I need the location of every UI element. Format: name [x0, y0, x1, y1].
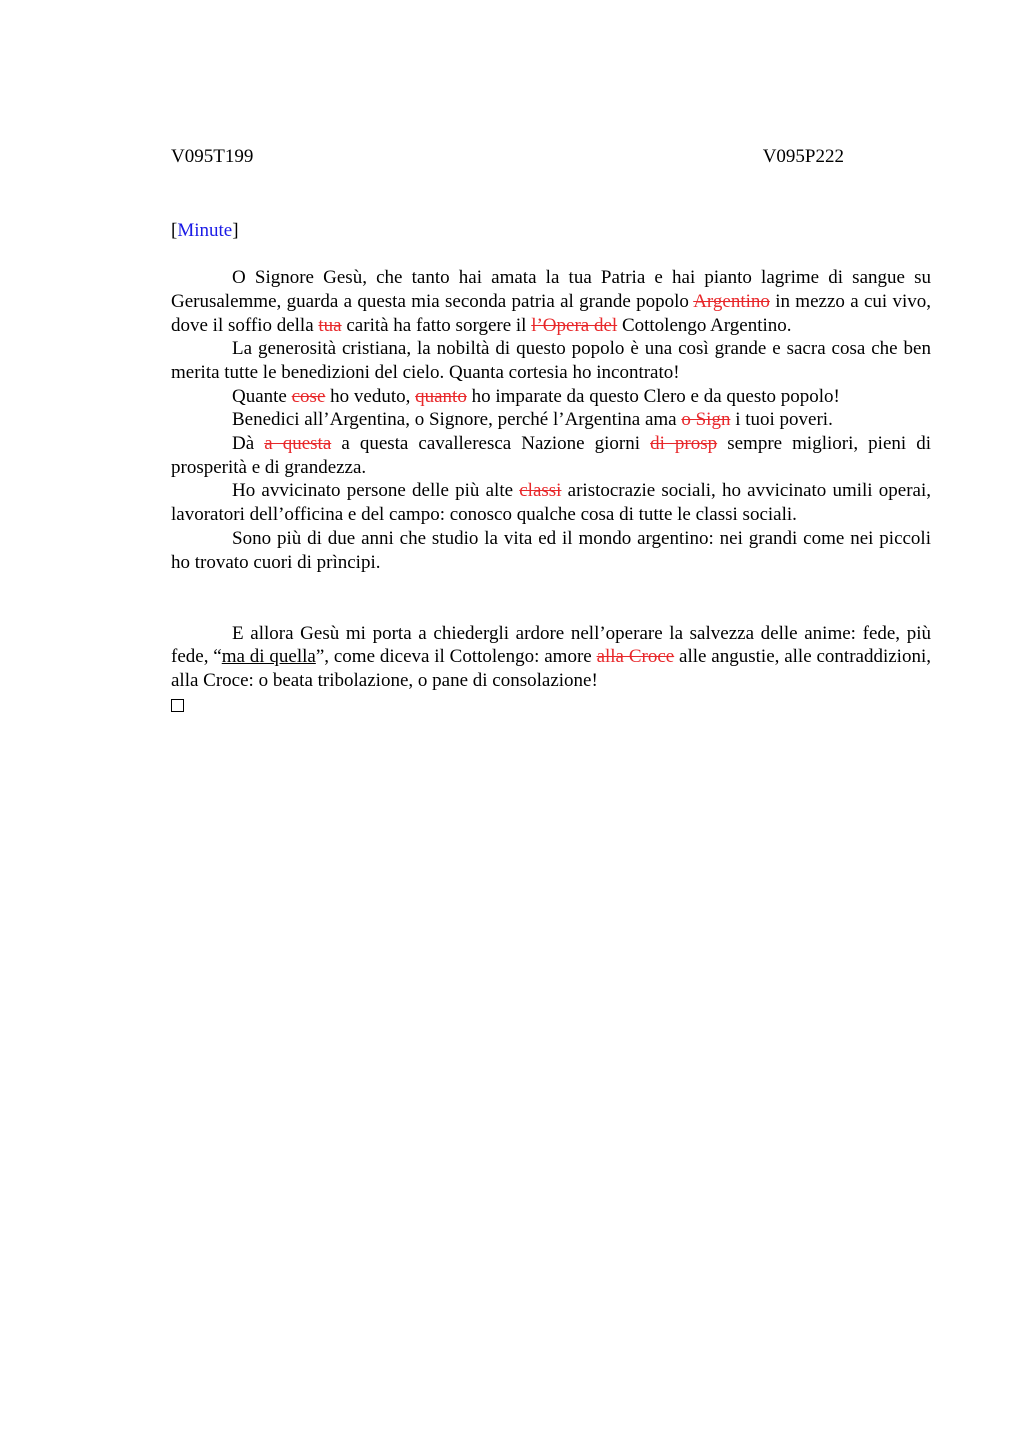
volume-code-left: V095T199 [171, 146, 254, 167]
paragraph-prayer [171, 266, 931, 337]
paragraph-due-anni: Sono più di due anni che studio la vita ed il mondo argentino: nei grandi come nei piccoli ho trovato cuori di prìncipi. [171, 527, 931, 573]
paragraph-quante [171, 385, 931, 409]
text-run: alle angustie, alle contraddizioni, alla Croce: o beata tribolazione, o pane di consolazione! [171, 646, 931, 692]
deleted-text: quanto [415, 385, 467, 407]
deleted-text: di prosp [650, 433, 718, 455]
text-run: ho veduto, [325, 385, 416, 407]
text-run: i tuoi poveri. [730, 409, 833, 431]
deleted-text: Argentino [693, 290, 770, 312]
paragraph-generosity: La generosità cristiana, la nobiltà di questo popolo è una così grande e sacra cosa che ben merita tutte le benedizioni del cielo. Quanta cortesia ho incontrato! [171, 338, 931, 383]
paragraph-allora [171, 622, 931, 693]
bracket-open: [ [171, 219, 178, 241]
end-marker [171, 693, 931, 719]
paragraph-benedici [171, 408, 931, 432]
text-run: in mezzo a cui vivo, dove il soffio della [171, 290, 932, 336]
section-tag [171, 219, 931, 243]
text-run: ”, come diceva il Cottolengo: amore [315, 646, 597, 668]
spacer [171, 574, 931, 621]
minute-link[interactable]: Minute [177, 219, 233, 241]
text-run: O Signore Gesù, che tanto hai amata la tua Patria e hai pianto lagrime di sangue su Gerusalemme, guarda a questa mia seconda patria al grande popolo [171, 267, 931, 312]
spacer [171, 242, 931, 266]
text-run: Dà [232, 433, 265, 455]
deleted-text: classi [519, 480, 562, 502]
deleted-text: a questa [264, 433, 332, 455]
document-page [171, 145, 931, 718]
underlined-text: ma di quella [221, 646, 316, 668]
document-header [171, 145, 844, 169]
text-run: ho imparate da questo Clero e da questo popolo! [466, 385, 840, 407]
text-run: Quante [232, 385, 292, 407]
deleted-text: l’Opera del [531, 314, 618, 336]
deleted-text: o Sign [681, 409, 731, 431]
text-run: sempre migliori, pieni di prosperità e di grandezza. [171, 433, 932, 478]
bracket-close: ] [232, 219, 239, 241]
text-run: Cottolengo Argentino. [617, 314, 792, 336]
paragraph-da [171, 432, 931, 479]
text-run: Benedici all’Argentina, o Signore, perché l’Argentina ama [232, 409, 682, 431]
square-box-icon [171, 699, 184, 712]
volume-code-right: V095P222 [762, 146, 844, 167]
paragraph-avvicinato [171, 479, 931, 526]
text-run: E allora Gesù mi porta a chiedergli ardore nell’operare la salvezza delle anime: fede, più fede, “ [171, 622, 931, 668]
text-run: Ho avvicinato persone delle più alte [232, 480, 520, 502]
deleted-text: alla Croce [596, 646, 675, 668]
text-run: carità ha fatto sorgere il [341, 314, 532, 336]
text-run: a questa cavalleresca Nazione giorni [331, 433, 651, 455]
text-run: aristocrazie sociali, ho avvicinato umili operai, lavoratori dell’officina e del campo: conosco qualche cosa di tutte le classi sociali. [171, 480, 932, 526]
deleted-text: cose [291, 385, 326, 407]
deleted-text: tua [318, 314, 342, 336]
